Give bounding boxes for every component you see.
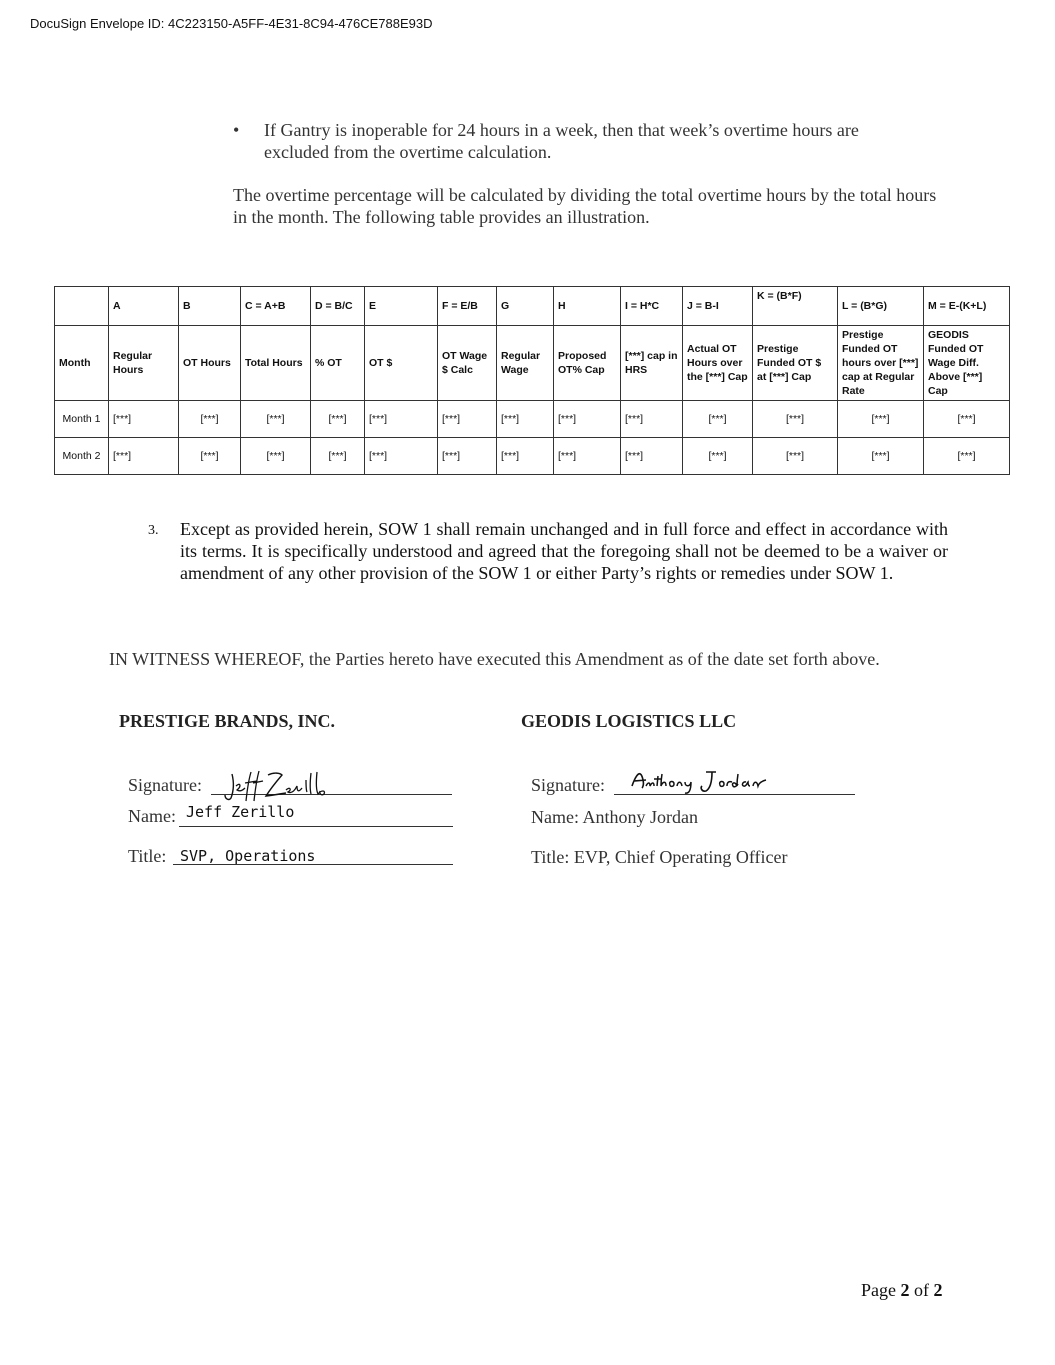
table-cell: B (179, 287, 241, 326)
table-cell: C = A+B (241, 287, 311, 326)
clause-3 (148, 518, 948, 584)
table-formula-row (55, 287, 1010, 326)
table-cell: [***] (311, 438, 365, 475)
bullet-text: If Gantry is inoperable for 24 hours in a week, then that week’s overtime hours are excluded from the overtime calculation. (264, 120, 859, 162)
overtime-paragraph: The overtime percentage will be calculated by dividing the total overtime hours by the total hours in the month. The following table provides an illustration. (233, 185, 937, 227)
table-cell: [***] (241, 438, 311, 475)
table-cell: [***] (497, 438, 554, 475)
bullet-symbol: • (233, 120, 240, 140)
table-cell: J = B-I (683, 287, 753, 326)
table-header-row (55, 326, 1010, 401)
right-signature-label: Signature: (531, 775, 605, 795)
page-number (861, 1280, 943, 1301)
table-cell: OT Hours (179, 326, 241, 401)
table-cell: F = E/B (438, 287, 497, 326)
overtime-table (54, 286, 1010, 475)
table-cell: [***] (179, 401, 241, 438)
table-cell: Month 1 (55, 401, 109, 438)
table-cell: A (109, 287, 179, 326)
left-name-line (179, 826, 453, 827)
table-cell: [***] (621, 438, 683, 475)
table-cell: [***] (497, 401, 554, 438)
witness-statement: IN WITNESS WHEREOF, the Parties hereto have executed this Amendment as of the date set forth above. (109, 649, 880, 669)
table-cell: OT Wage $ Calc (438, 326, 497, 401)
bullet-item (233, 119, 883, 163)
table-cell: [***] (438, 438, 497, 475)
table-cell: [***] (753, 401, 838, 438)
table-cell: [***] (365, 438, 438, 475)
table-cell: Month 2 (55, 438, 109, 475)
table-cell: [***] (924, 401, 1010, 438)
table-cell: [***] (683, 438, 753, 475)
table-cell: Proposed OT% Cap (554, 326, 621, 401)
page-prefix: Page (861, 1280, 901, 1300)
table-cell: [***] (365, 401, 438, 438)
right-title: Title: EVP, Chief Operating Officer (531, 847, 788, 867)
left-party-company: PRESTIGE BRANDS, INC. (119, 711, 336, 731)
table-cell: GEODIS Funded OT Wage Diff. Above [***] Cap (924, 326, 1010, 401)
table-cell: Regular Wage (497, 326, 554, 401)
table-cell: [***] (924, 438, 1010, 475)
table-cell (55, 287, 109, 326)
table-cell: [***] (621, 401, 683, 438)
table-cell: D = B/C (311, 287, 365, 326)
table-cell: [***] (838, 438, 924, 475)
table-cell: G (497, 287, 554, 326)
table-row (55, 401, 1010, 438)
table-cell: [***] (554, 401, 621, 438)
table-cell: Total Hours (241, 326, 311, 401)
docusign-envelope-id: DocuSign Envelope ID: 4C223150-A5FF-4E31-8C94-476CE788E93D (30, 16, 433, 31)
table-cell: [***] (683, 401, 753, 438)
left-title-value: SVP, Operations (180, 847, 316, 865)
clause-text: Except as provided herein, SOW 1 shall remain unchanged and in full force and effect in accordance with its terms. It is specifically understood and agreed that the foregoing shall not be deemed to be a waiver or amendment of any other provision of the SOW 1 or either Party’s rights or remedies under SOW 1. (180, 519, 948, 583)
table-cell: [***] cap in HRS (621, 326, 683, 401)
table-cell: [***] (109, 401, 179, 438)
table-cell: Actual OT Hours over the [***] Cap (683, 326, 753, 401)
table-cell: [***] (753, 438, 838, 475)
right-signature-image (628, 766, 770, 796)
table-cell: [***] (838, 401, 924, 438)
table-cell: [***] (241, 401, 311, 438)
right-name: Name: Anthony Jordan (531, 807, 698, 827)
clause-number: 3. (148, 523, 159, 538)
table-row (55, 438, 1010, 475)
left-signature-label: Signature: (128, 775, 202, 795)
table-cell: [***] (311, 401, 365, 438)
left-name-label: Name: (128, 806, 176, 826)
right-party-company: GEODIS LOGISTICS LLC (521, 711, 737, 731)
table-cell: Prestige Funded OT $ at [***] Cap (753, 326, 838, 401)
table-cell: Prestige Funded OT hours over [***] cap at Regular Rate (838, 326, 924, 401)
table-cell: [***] (179, 438, 241, 475)
table-cell: I = H*C (621, 287, 683, 326)
table-cell: [***] (438, 401, 497, 438)
table-cell: OT $ (365, 326, 438, 401)
page-total: 2 (933, 1280, 943, 1300)
table-cell: M = E-(K+L) (924, 287, 1010, 326)
page-current: 2 (900, 1280, 910, 1300)
table-cell: K = (B*F) (753, 287, 838, 326)
table-cell: [***] (554, 438, 621, 475)
table-cell: Month (55, 326, 109, 401)
table-cell: L = (B*G) (838, 287, 924, 326)
left-title-label: Title: (128, 846, 167, 866)
table-cell: % OT (311, 326, 365, 401)
page-middle: of (909, 1280, 934, 1300)
table-cell: E (365, 287, 438, 326)
table-cell: H (554, 287, 621, 326)
left-name-value: Jeff Zerillo (186, 803, 295, 821)
table-cell: Regular Hours (109, 326, 179, 401)
left-signature-image (222, 768, 332, 802)
table-cell: [***] (109, 438, 179, 475)
